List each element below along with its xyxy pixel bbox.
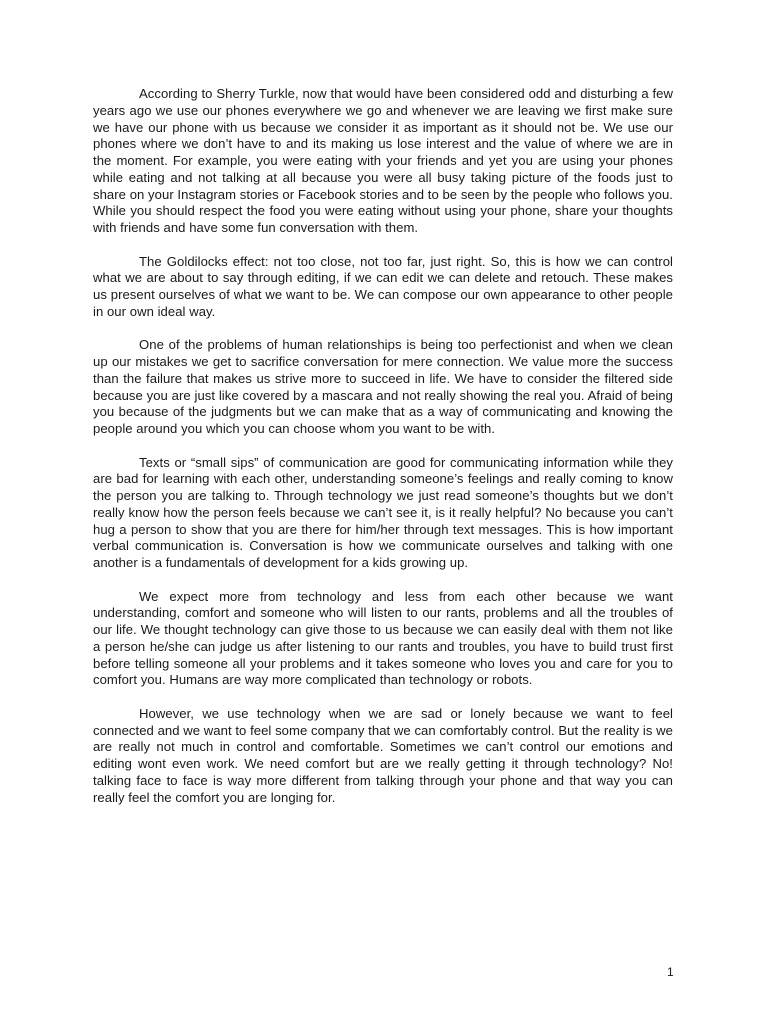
paragraph-1: According to Sherry Turkle, now that would have been considered odd and disturbing a few years ago we use our phones everywhere we go and whenever we are leaving we first make sure we have our phone with us because we consider it as important as it should not be. We use our phones where we don’t have to and its making us lose interest and the value of where we are in the moment. For example, you were eating with your friends and yet you are using your phones while eating and not talking at all because you were all busy taking picture of the foods just to share on your Instagram stories or Facebook stories and to be seen by the people who follows you. While you should respect the food you were eating without using your phone, share your thoughts with friends and have some fun conversation with them. [93,86,673,235]
paragraph-5: We expect more from technology and less from each other because we want understanding, comfort and someone who will listen to our rants, problems and all the troubles of our life. We thought technology can give those to us because we can easily deal with them not like a person he/she can judge us after listening to our rants and troubles, you have to build trust first before telling someone all your problems and it takes someone who loves you and care for you to comfort you. Humans are way more complicated than technology or robots. [93,588,673,688]
page-number: 1 [667,965,674,979]
paragraph-6: However, we use technology when we are sad or lonely because we want to feel connected and we want to feel some company that we can comfortably control. But the reality is we are really not much in control and comfortable. Sometimes we can’t control our emotions and editing wont even work. We need comfort but are we really getting it through technology? No! talking face to face is way more different from talking through your phone and that way you can really feel the comfort you are longing for. [93,705,673,805]
document-body [93,86,673,806]
paragraph-2: The Goldilocks effect: not too close, not too far, just right. So, this is how we can control what we are about to say through editing, if we can edit we can delete and retouch. These makes us present ourselves of what we want to be. We can compose our own appearance to other people in our own ideal way. [93,253,673,319]
paragraph-3: One of the problems of human relationships is being too perfectionist and when we clean up our mistakes we get to sacrifice conversation for mere connection. We value more the success than the failure that makes us strive more to succeed in life. We have to consider the filtered side because you are just like covered by a mascara and not really showing the real you. Afraid of being you because of the judgments but we can make that as a way of communicating and knowing the people around you which you can choose whom you want to be with. [93,337,673,436]
paragraph-4: Texts or “small sips” of communication are good for communicating information while they are bad for learning with each other, understanding someone’s feelings and really coming to know the person you are talking to. Through technology we just read someone’s thoughts but we don’t really know how the person feels because we can’t see it, is it really helpful? No because you can’t hug a person to show that you are there for him/her through text messages. This is how important verbal communication is. Conversation is how we communicate ourselves and talking with one another is a fundamentals of development for a kids growing up. [93,454,673,570]
